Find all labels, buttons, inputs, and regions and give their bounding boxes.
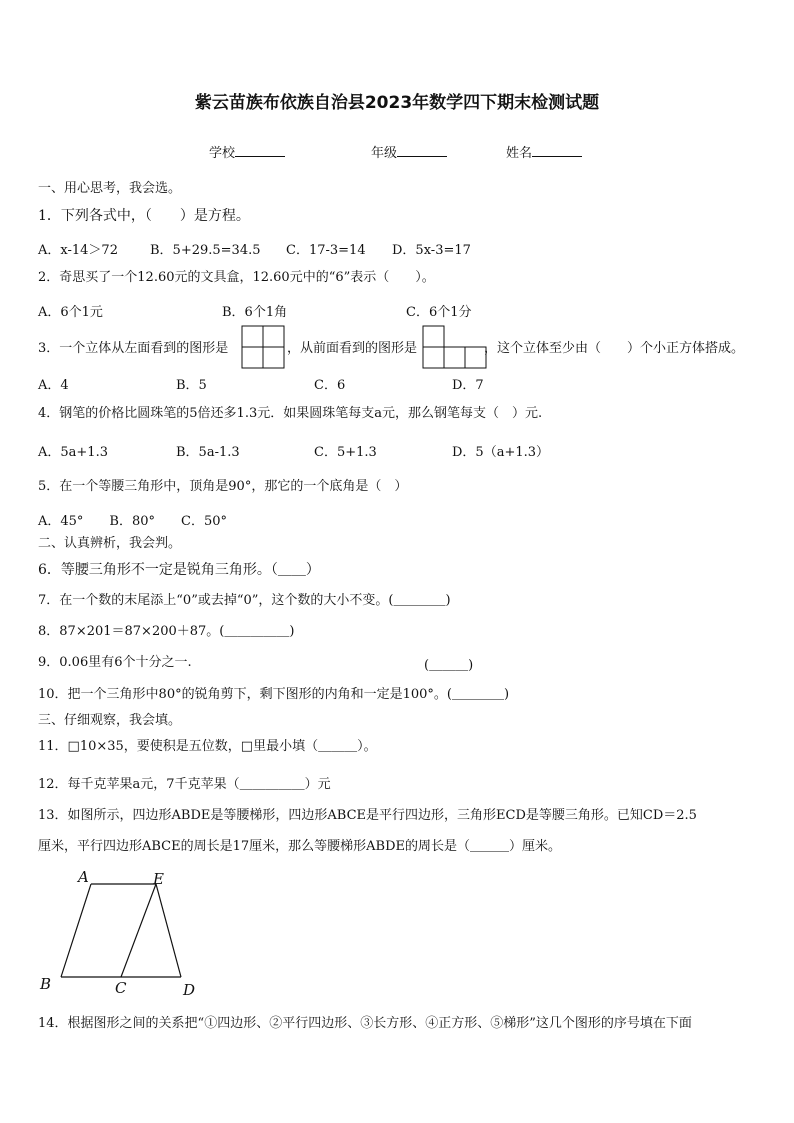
trapezoid-figure: [55, 880, 190, 990]
q4-option-c: C．5+1.3: [314, 445, 377, 460]
point-c-label: C: [115, 979, 127, 997]
grade-field: [371, 142, 447, 161]
front-view-figure: [422, 325, 487, 369]
question-3-part3: ，这个立体至少由（ ）个小正方体搭成。: [484, 341, 745, 356]
q3-option-d: D．7: [452, 378, 484, 393]
question-13-line2: 厘米，平行四边形ABCE的周长是17厘米，那么等腰梯形ABDE的周长是（＿＿＿）厘米。: [38, 839, 562, 854]
question-1: 1．下列各式中，（ ）是方程。: [38, 208, 250, 224]
school-field: [209, 142, 285, 161]
question-8: 8．87×201＝87×200＋87。(＿＿＿＿＿): [38, 624, 295, 639]
grade-blank[interactable]: [397, 143, 447, 157]
q1-option-b: B．5+29.5=34.5: [150, 243, 261, 258]
q2-option-a: A．6个1元: [38, 305, 103, 320]
name-blank[interactable]: [532, 143, 582, 157]
question-6: 6．等腰三角形不一定是锐角三角形。（＿＿）: [38, 562, 320, 578]
question-3-part1: 3．一个立体从左面看到的图形是: [38, 341, 229, 356]
page-title: 紫云苗族布依族自治县2023年数学四下期末检测试题: [194, 93, 600, 113]
school-blank[interactable]: [235, 143, 285, 157]
q3-option-a: A．4: [38, 378, 69, 393]
question-11: 11．□10×35，要使积是五位数，□里最小填（＿＿＿）。: [38, 739, 377, 754]
grade-label: 年级: [371, 146, 398, 161]
question-3-part2: ，从前面看到的图形是: [287, 341, 418, 356]
q2-option-c: C．6个1分: [406, 305, 472, 320]
point-a-label: A: [78, 868, 89, 886]
q1-option-a: A．x-14＞72: [38, 243, 118, 258]
q1-option-c: C．17-3=14: [286, 243, 366, 258]
q3-option-c: C．6: [314, 378, 346, 393]
section-2-heading: 二、认真辨析，我会判。: [38, 536, 182, 551]
question-9-answer[interactable]: (＿＿＿): [424, 658, 474, 673]
q2-option-b: B．6个1角: [222, 305, 288, 320]
question-9: 9．0.06里有6个十分之一.: [38, 655, 192, 670]
section-1-heading: 一、用心思考，我会选。: [38, 181, 182, 196]
point-d-label: D: [183, 981, 196, 999]
question-7: 7．在一个数的末尾添上“0”或去掉“0”，这个数的大小不变。(＿＿＿＿): [38, 593, 451, 608]
school-label: 学校: [209, 146, 236, 161]
point-e-label: E: [153, 870, 164, 888]
section-3-heading: 三、仔细观察，我会填。: [38, 713, 182, 728]
point-b-label: B: [40, 975, 52, 993]
name-field: [506, 142, 582, 161]
question-2: 2．奇思买了一个12.60元的文具盒，12.60元中的“6”表示（ ）。: [38, 270, 435, 285]
q5-options: A．45° B．80° C．50°: [38, 514, 228, 529]
q4-option-d: D．5（a+1.3）: [452, 445, 550, 460]
left-view-figure: [241, 325, 285, 369]
question-4: 4．钢笔的价格比圆珠笔的5倍还多1.3元．如果圆珠笔每支a元，那么钢笔每支（ ）元.: [38, 406, 543, 421]
question-14: 14．根据图形之间的关系把“①四边形、②平行四边形、③长方形、④正方形、⑤梯形”这几个图形的序号填在下面: [38, 1016, 692, 1031]
q4-option-b: B．5a-1.3: [176, 445, 240, 460]
question-13-line1: 13．如图所示，四边形ABDE是等腰梯形，四边形ABCE是平行四边形，三角形ECD是等腰三角形。已知CD＝2.5: [38, 808, 697, 823]
question-10: 10．把一个三角形中80°的锐角剪下，剩下图形的内角和一定是100°。(＿＿＿＿): [38, 687, 510, 702]
question-12: 12．每千克苹果a元，7千克苹果（＿＿＿＿＿）元: [38, 777, 331, 792]
q4-option-a: A．5a+1.3: [38, 445, 108, 460]
name-label: 姓名: [506, 146, 533, 161]
question-5: 5．在一个等腰三角形中，顶角是90°，那它的一个底角是（ ）: [38, 479, 408, 494]
q1-option-d: D．5x-3=17: [392, 243, 471, 258]
q3-option-b: B．5: [176, 378, 207, 393]
